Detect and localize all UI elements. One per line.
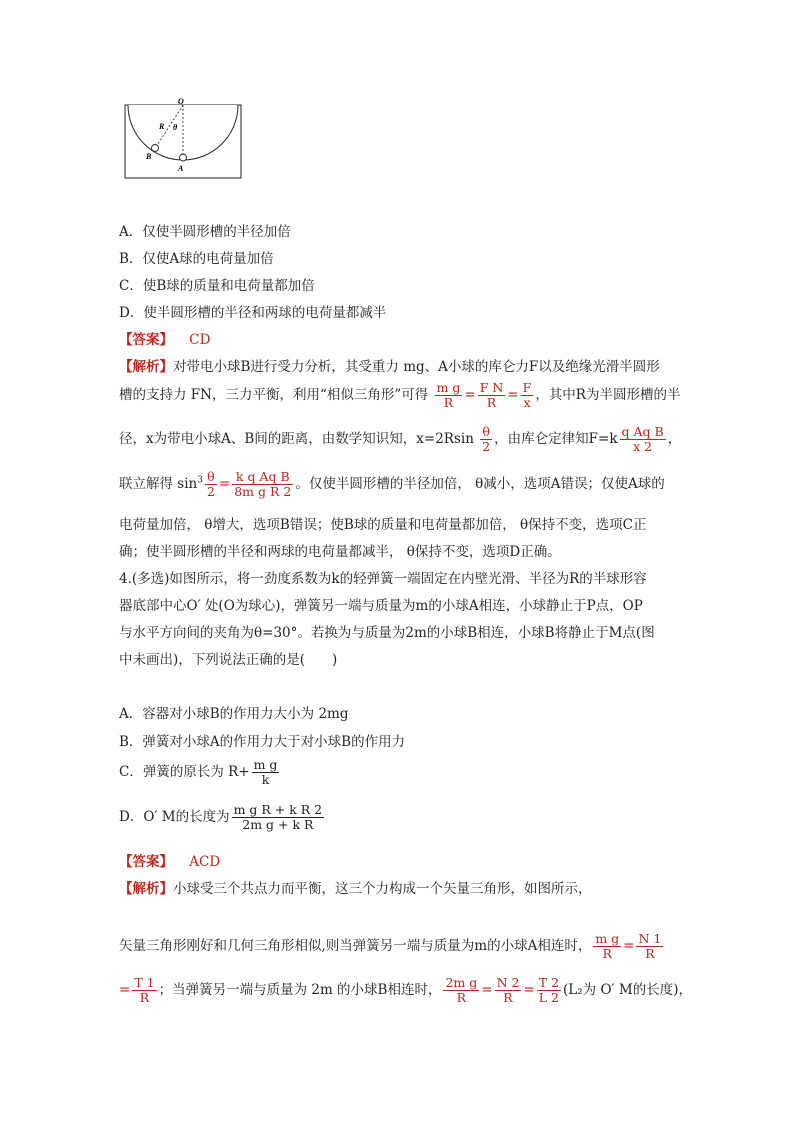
- fraction-t2-l2: $\frac{T 2}{L 2}$: [538, 975, 560, 1005]
- label-theta: θ: [173, 123, 178, 132]
- label-b: B: [146, 152, 152, 161]
- q4-option-c: [119, 758, 281, 787]
- fraction-theta-2b: $\frac{\theta}{2}$: [206, 469, 215, 499]
- fraction-n2-r: $\frac{N 2}{R}$: [496, 975, 520, 1005]
- fraction-mg-r: $\frac{\text{m g}}{R}$: [436, 380, 461, 410]
- label-r: R: [159, 122, 165, 131]
- q4-explanation-line-2: 矢量三角形刚好和几何三角形相似,则当弹簧另一端与质量为m的小球A相连时， $\frac{\text{m g}}{R}$ = $\frac{N 1}{R}$: [119, 931, 662, 961]
- exp-text: 联立解得 sin: [119, 476, 198, 492]
- exp-text: 小球受三个共点力而平衡，这三个力构成一个矢量三角形，如图所示，: [173, 881, 592, 897]
- exp-text: 径，x为带电小球A、B间的距离，由数学知识知，x=2Rsin: [119, 431, 474, 447]
- exp-text: (L₂为 O′ M的长度)，: [563, 982, 692, 998]
- exp-text: ；当弹簧另一端与质量为 2m 的小球B相连时，: [158, 982, 442, 998]
- fraction-fn-r: $\frac{\text{F N}}{R}$: [479, 380, 504, 410]
- exp-text: 。仅使半圆形槽的半径加倍， θ减小，选项A错误；仅使A球的: [295, 476, 665, 492]
- label-o: O: [178, 97, 184, 106]
- fraction-2mg-r: $\frac{\text{2m g}}{R}$: [445, 975, 478, 1005]
- fraction-om-length: $\frac{\text{m g R + k R 2}}{\text{2m g + k R}}$: [233, 802, 323, 832]
- ball-b: [152, 145, 159, 152]
- answer-tag: 【答案】: [119, 854, 173, 870]
- q3-option-a: A．仅使半圆形槽的半径加倍: [119, 224, 291, 240]
- q3-explanation-line-2: 槽的支持力 FN，三力平衡，利用“相似三角形”可得 $\frac{\text{m g}}{R}$ = $\frac{\text{F N}}{R}$ = $\frac{F}{x}$ ，其中R为半圆形槽的半: [119, 380, 681, 410]
- option-text: C．弹簧的原长为 R+: [119, 764, 250, 780]
- label-a: A: [178, 164, 184, 173]
- fraction-f-x: $\frac{F}{x}$: [522, 380, 532, 410]
- q3-option-d: D．使半圆形槽的半径和两球的电荷量都减半: [119, 305, 387, 321]
- q4-option-b: B．弹簧对小球A的作用力大于对小球B的作用力: [119, 734, 406, 750]
- answer-value: CD: [189, 332, 211, 348]
- semicircle-groove-figure: [120, 96, 250, 182]
- q3-explanation-line-3: 径，x为带电小球A、B间的距离，由数学知识知，x=2Rsin $\frac{\theta}{2}$ ，由库仑定律知F=k $\frac{\text{q Aq B}}{x 2}$ ，: [119, 424, 682, 454]
- q4-stem-line-3: 与水平方向间的夹角为θ=30°。若换为与质量为2m的小球B相连，小球B将静止于M点(图: [119, 625, 655, 641]
- explanation-tag: 【解析】: [119, 359, 173, 375]
- q4-explanation-line-1: [119, 877, 592, 897]
- q4-answer: [119, 850, 220, 870]
- exp-text: ，由库仑定律知F=k: [494, 431, 618, 447]
- explanation-tag: 【解析】: [119, 881, 173, 897]
- ball-a: [180, 154, 187, 161]
- exp-text: 槽的支持力 FN，三力平衡，利用“相似三角形”可得: [119, 387, 429, 403]
- fraction-mg-k: $\frac{\text{m g}}{k}$: [253, 757, 278, 787]
- answer-value: ACD: [189, 854, 221, 870]
- fraction-n1-r: $\frac{N 1}{R}$: [638, 931, 662, 961]
- q3-explanation-line-5: 电荷量加倍， θ增大，选项B错误；使B球的质量和电荷量都加倍， θ保持不变，选项C正: [119, 517, 647, 533]
- option-text: D．O′ M的长度为: [119, 809, 230, 825]
- q4-stem-line-4: 中未画出)，下列说法正确的是( ): [119, 652, 338, 668]
- q3-explanation-line-4: 联立解得 $\sin^3$ $\frac{\theta}{2}$ = $\frac{\text{k q Aq B}}{\text{8m g R 2}}$ 。仅使半圆形槽的半径加倍， θ减小，选项A错误；仅使A球的: [119, 469, 665, 499]
- fraction-mg-r: $\frac{\text{m g}}{R}$: [595, 931, 620, 961]
- q3-option-c: C．使B球的质量和电荷量都加倍: [119, 278, 315, 294]
- q4-stem-line-2: 器底部中心O′ 处(O为球心)，弹簧另一端与质量为m的小球A相连，小球静止于P点，OP: [119, 598, 643, 614]
- exp-text: 矢量三角形刚好和几何三角形相似,则当弹簧另一端与质量为m的小球A相连时，: [119, 938, 592, 954]
- answer-tag: 【答案】: [119, 332, 173, 348]
- q3-explanation-line-1: [119, 355, 660, 375]
- q3-answer: [119, 328, 210, 348]
- q4-option-a: A．容器对小球B的作用力大小为 2mg: [119, 706, 349, 722]
- fraction-theta-2: $\frac{\theta}{2}$: [482, 424, 491, 454]
- q4-stem-line-1: 4.(多选)如图所示，将一劲度系数为k的轻弹簧一端固定在内壁光滑、半径为R的半球形容: [119, 571, 647, 587]
- fraction-t1-r: $\frac{T 1}{R}$: [134, 975, 155, 1005]
- exp-text: 对带电小球B进行受力分析，其受重力 mg、A小球的库仑力F以及绝缘光滑半圆形: [173, 359, 660, 375]
- q4-option-d: [119, 803, 326, 832]
- fraction-coulomb: $\frac{\text{q Aq B}}{x 2}$: [621, 424, 664, 454]
- q3-explanation-line-6: 确；使半圆形槽的半径和两球的电荷量都减半， θ保持不变，选项D正确。: [119, 544, 561, 560]
- fraction-result: $\frac{\text{k q Aq B}}{\text{8m g R 2}}$: [234, 469, 292, 499]
- exp-text: ，其中R为半圆形槽的半: [535, 387, 681, 403]
- q3-option-b: B．仅使A球的电荷量加倍: [119, 251, 274, 267]
- q4-explanation-line-3: = $\frac{T 1}{R}$ ；当弹簧另一端与质量为 2m 的小球B相连时， $\frac{\text{2m g}}{R}$ = $\frac{N 2}{R}$ = $\frac{T 2}{L 2}$ (L₂为 O′ M的长度)，: [119, 975, 692, 1005]
